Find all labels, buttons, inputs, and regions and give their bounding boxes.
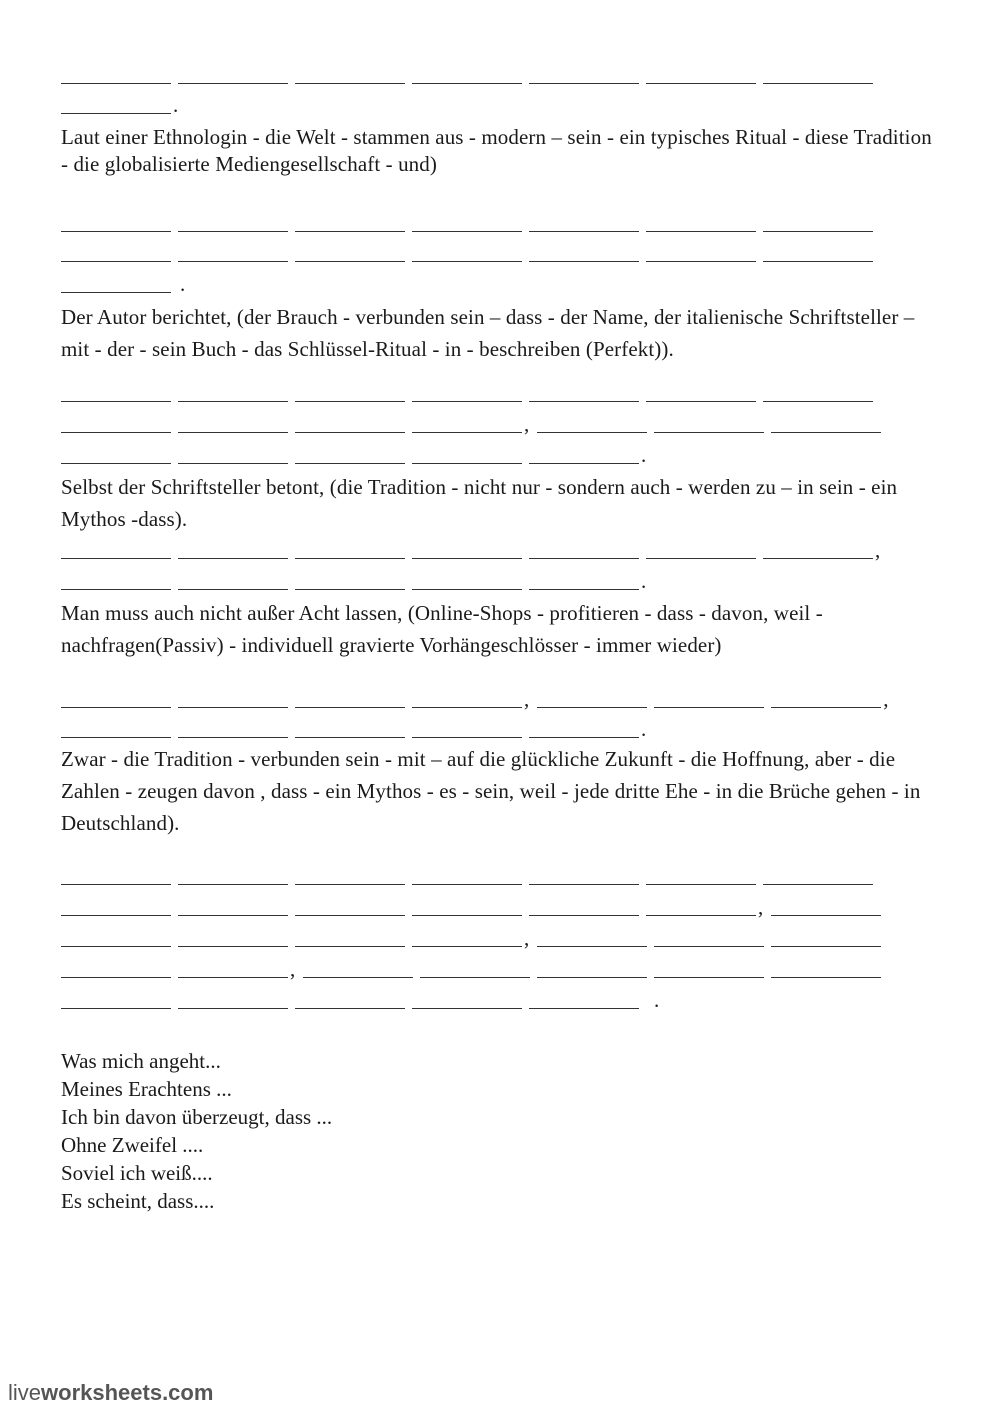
answer-blank[interactable] bbox=[61, 414, 171, 433]
answer-blank[interactable] bbox=[178, 689, 288, 708]
answer-blank[interactable] bbox=[537, 928, 647, 947]
answer-blank[interactable] bbox=[61, 65, 171, 84]
answer-blank[interactable] bbox=[646, 540, 756, 559]
answer-blank[interactable] bbox=[61, 990, 171, 1009]
answer-blank[interactable] bbox=[529, 990, 639, 1009]
answer-blank[interactable] bbox=[295, 65, 405, 84]
comma-mark: , bbox=[524, 926, 530, 950]
answer-blank[interactable] bbox=[412, 719, 522, 738]
answer-blank[interactable] bbox=[763, 213, 873, 232]
answer-blank[interactable] bbox=[178, 571, 288, 590]
phrase-item: Meines Erachtens ... bbox=[61, 1077, 232, 1101]
answer-blank[interactable] bbox=[537, 689, 647, 708]
answer-blank[interactable] bbox=[763, 383, 873, 402]
answer-blank[interactable] bbox=[412, 897, 522, 916]
answer-blank[interactable] bbox=[303, 959, 413, 978]
answer-blank[interactable] bbox=[61, 445, 171, 464]
useful-phrases-list bbox=[61, 1047, 332, 1215]
comma-mark: , bbox=[524, 687, 530, 711]
answer-blank[interactable] bbox=[529, 719, 639, 738]
answer-blank[interactable] bbox=[178, 65, 288, 84]
answer-blank[interactable] bbox=[295, 445, 405, 464]
answer-blank[interactable] bbox=[771, 959, 881, 978]
answer-line bbox=[61, 64, 880, 84]
phrase-item: Soviel ich weiß.... bbox=[61, 1161, 213, 1185]
answer-blank[interactable] bbox=[295, 719, 405, 738]
exercise-prompt-1: Laut einer Ethnologin - die Welt - stammen aus - modern – sein - ein typisches Ritual - diese Tradition - die globalisierte Mediengesellschaft - und) bbox=[61, 125, 932, 176]
phrase-item: Es scheint, dass.... bbox=[61, 1189, 215, 1213]
answer-blank[interactable] bbox=[61, 213, 171, 232]
answer-blank[interactable] bbox=[646, 897, 756, 916]
answer-blank[interactable] bbox=[295, 414, 405, 433]
answer-line bbox=[61, 926, 888, 950]
answer-blank[interactable] bbox=[61, 719, 171, 738]
answer-blank[interactable] bbox=[771, 689, 881, 708]
answer-blank[interactable] bbox=[771, 897, 881, 916]
answer-blank[interactable] bbox=[412, 571, 522, 590]
period-mark: . bbox=[641, 569, 647, 593]
answer-blank[interactable] bbox=[178, 928, 288, 947]
answer-blank[interactable] bbox=[412, 928, 522, 947]
brand-bold: worksheets.com bbox=[41, 1380, 214, 1405]
answer-blank[interactable] bbox=[763, 540, 873, 559]
answer-blank[interactable] bbox=[654, 689, 764, 708]
answer-blank[interactable] bbox=[178, 213, 288, 232]
exercise-prompt-5: Zwar - die Tradition - verbunden sein - mit – auf die glückliche Zukunft - die Hoffnung, aber - die Zahlen - zeugen davon , dass - ein Mythos - es - sein, weil - jede dritte Ehe - in die Brüche gehen - in Deutschland). bbox=[61, 747, 921, 835]
answer-blank[interactable] bbox=[763, 866, 873, 885]
answer-line bbox=[61, 687, 897, 711]
answer-blank[interactable] bbox=[412, 243, 522, 262]
answer-blank[interactable] bbox=[295, 383, 405, 402]
answer-blank[interactable] bbox=[529, 897, 639, 916]
answer-blank[interactable] bbox=[295, 243, 405, 262]
answer-blank[interactable] bbox=[61, 243, 171, 262]
answer-blank[interactable] bbox=[295, 928, 405, 947]
answer-blank[interactable] bbox=[178, 719, 288, 738]
answer-blank[interactable] bbox=[646, 383, 756, 402]
answer-blank[interactable] bbox=[412, 689, 522, 708]
answer-blank[interactable] bbox=[771, 928, 881, 947]
answer-blank[interactable] bbox=[295, 540, 405, 559]
period-mark: . bbox=[180, 272, 186, 296]
answer-line bbox=[61, 895, 888, 919]
comma-mark: , bbox=[875, 538, 881, 562]
answer-blank[interactable] bbox=[178, 540, 288, 559]
answer-blank[interactable] bbox=[763, 243, 873, 262]
answer-blank[interactable] bbox=[295, 990, 405, 1009]
answer-line bbox=[61, 412, 888, 436]
answer-blank[interactable] bbox=[61, 689, 171, 708]
period-mark: . bbox=[654, 988, 660, 1012]
answer-blank[interactable] bbox=[178, 243, 288, 262]
answer-blank[interactable] bbox=[646, 213, 756, 232]
answer-line bbox=[61, 957, 888, 981]
period-mark: . bbox=[641, 443, 647, 467]
answer-line bbox=[61, 988, 667, 1012]
answer-blank[interactable] bbox=[178, 866, 288, 885]
answer-blank[interactable] bbox=[412, 990, 522, 1009]
answer-line bbox=[61, 212, 880, 232]
answer-line bbox=[61, 443, 654, 467]
answer-line bbox=[61, 538, 888, 562]
answer-blank[interactable] bbox=[537, 414, 647, 433]
answer-line bbox=[61, 717, 654, 741]
answer-blank[interactable] bbox=[654, 959, 764, 978]
answer-blank[interactable] bbox=[646, 65, 756, 84]
brand-light: live bbox=[8, 1380, 42, 1405]
answer-line bbox=[61, 242, 880, 262]
exercise-prompt-2: Der Autor berichtet, (der Brauch - verbunden sein – dass - der Name, der italienische Schriftsteller – mit - der - sein Buch - das Schlüssel-Ritual - in - beschreiben (Perfekt)). bbox=[61, 305, 915, 361]
answer-blank[interactable] bbox=[420, 959, 530, 978]
answer-blank[interactable] bbox=[537, 959, 647, 978]
answer-blank[interactable] bbox=[61, 274, 171, 293]
comma-mark: , bbox=[290, 957, 296, 981]
answer-blank[interactable] bbox=[61, 866, 171, 885]
answer-blank[interactable] bbox=[61, 897, 171, 916]
answer-line bbox=[61, 272, 193, 296]
period-mark: . bbox=[641, 717, 647, 741]
answer-blank[interactable] bbox=[529, 445, 639, 464]
phrase-item: Ich bin davon überzeugt, dass ... bbox=[61, 1105, 333, 1129]
answer-blank[interactable] bbox=[61, 95, 171, 114]
comma-mark: , bbox=[758, 895, 764, 919]
answer-blank[interactable] bbox=[529, 383, 639, 402]
answer-blank[interactable] bbox=[178, 897, 288, 916]
answer-blank[interactable] bbox=[412, 213, 522, 232]
answer-blank[interactable] bbox=[654, 928, 764, 947]
answer-blank[interactable] bbox=[529, 65, 639, 84]
phrase-item: Was mich angeht... bbox=[61, 1049, 221, 1073]
answer-blank[interactable] bbox=[412, 866, 522, 885]
liveworksheets-logo[interactable] bbox=[8, 1380, 213, 1406]
answer-blank[interactable] bbox=[61, 928, 171, 947]
answer-blank[interactable] bbox=[654, 414, 764, 433]
answer-blank[interactable] bbox=[295, 571, 405, 590]
answer-blank[interactable] bbox=[763, 65, 873, 84]
answer-blank[interactable] bbox=[178, 990, 288, 1009]
answer-line bbox=[61, 569, 654, 593]
answer-line bbox=[61, 93, 186, 117]
answer-line bbox=[61, 382, 880, 402]
period-mark: . bbox=[173, 93, 179, 117]
answer-blank[interactable] bbox=[529, 866, 639, 885]
answer-blank[interactable] bbox=[61, 959, 171, 978]
answer-blank[interactable] bbox=[529, 540, 639, 559]
exercise-prompt-3: Selbst der Schriftsteller betont, (die Tradition - nicht nur - sondern auch - werden zu – in sein - ein Mythos -dass). bbox=[61, 475, 898, 531]
answer-blank[interactable] bbox=[295, 866, 405, 885]
answer-blank[interactable] bbox=[295, 897, 405, 916]
answer-blank[interactable] bbox=[178, 959, 288, 978]
comma-mark: , bbox=[883, 687, 889, 711]
answer-blank[interactable] bbox=[295, 213, 405, 232]
answer-blank[interactable] bbox=[178, 383, 288, 402]
answer-blank[interactable] bbox=[412, 445, 522, 464]
comma-mark: , bbox=[524, 412, 530, 436]
answer-blank[interactable] bbox=[178, 414, 288, 433]
answer-blank[interactable] bbox=[178, 445, 288, 464]
answer-blank[interactable] bbox=[771, 414, 881, 433]
answer-blank[interactable] bbox=[295, 689, 405, 708]
exercise-prompt-4: Man muss auch nicht außer Acht lassen, (Online-Shops - profitieren - dass - davon, weil - nachfragen(Passiv) - individuell gravierte Vorhängeschlösser - immer wieder) bbox=[61, 601, 823, 657]
answer-blank[interactable] bbox=[412, 540, 522, 559]
answer-blank[interactable] bbox=[61, 540, 171, 559]
phrase-item: Ohne Zweifel .... bbox=[61, 1133, 204, 1157]
answer-blank[interactable] bbox=[61, 571, 171, 590]
answer-blank[interactable] bbox=[412, 414, 522, 433]
answer-blank[interactable] bbox=[529, 243, 639, 262]
answer-blank[interactable] bbox=[412, 65, 522, 84]
answer-blank[interactable] bbox=[529, 213, 639, 232]
answer-line bbox=[61, 865, 880, 885]
answer-blank[interactable] bbox=[646, 243, 756, 262]
answer-blank[interactable] bbox=[529, 571, 639, 590]
answer-blank[interactable] bbox=[412, 383, 522, 402]
answer-blank[interactable] bbox=[646, 866, 756, 885]
answer-blank[interactable] bbox=[61, 383, 171, 402]
